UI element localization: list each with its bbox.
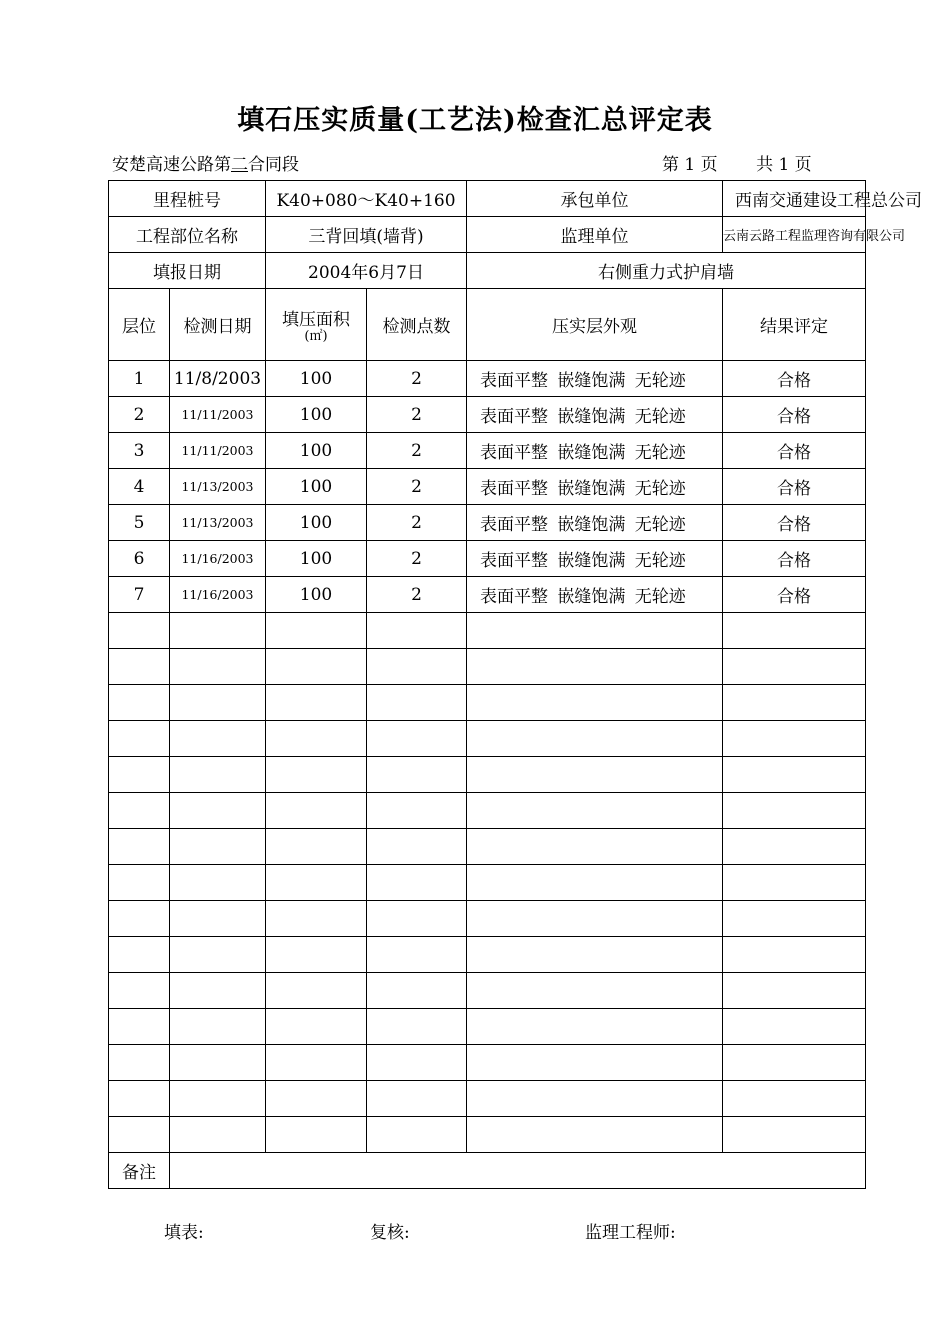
contract-section [112, 150, 299, 175]
cell-area: 100 [266, 361, 367, 397]
cell-area: 100 [266, 433, 367, 469]
empty-row [109, 865, 866, 901]
fill-date-label: 填报日期 [109, 253, 266, 289]
empty-cell [109, 1081, 170, 1117]
column-header-row [109, 289, 866, 361]
cell-appearance: 表面平整 嵌缝饱满 无轮迹 [467, 433, 723, 469]
empty-cell [109, 901, 170, 937]
empty-cell [266, 973, 367, 1009]
empty-row [109, 1117, 866, 1153]
cell-points: 2 [367, 541, 467, 577]
empty-cell [367, 1081, 467, 1117]
cell-area: 100 [266, 541, 367, 577]
table-row [109, 469, 866, 505]
cell-points: 2 [367, 361, 467, 397]
info-row-date [109, 253, 866, 289]
contract-suffix: 合同段 [248, 155, 299, 175]
empty-cell [170, 937, 266, 973]
cell-date: 11/13/2003 [170, 469, 266, 505]
cell-result: 合格 [723, 397, 866, 433]
empty-cell [367, 721, 467, 757]
empty-cell [723, 901, 866, 937]
empty-cell [723, 1009, 866, 1045]
empty-cell [467, 613, 723, 649]
header-points: 检测点数 [367, 289, 467, 361]
empty-cell [367, 1045, 467, 1081]
cell-result: 合格 [723, 361, 866, 397]
empty-row [109, 721, 866, 757]
cell-result: 合格 [723, 541, 866, 577]
empty-cell [723, 793, 866, 829]
table-row [109, 397, 866, 433]
part-label: 工程部位名称 [109, 217, 266, 253]
table-row [109, 577, 866, 613]
empty-cell [367, 793, 467, 829]
cell-date: 11/13/2003 [170, 505, 266, 541]
empty-cell [723, 685, 866, 721]
empty-cell [170, 685, 266, 721]
empty-cell [170, 757, 266, 793]
supervisor-value: 云南云路工程监理咨询有限公司 [723, 217, 866, 253]
empty-cell [467, 1117, 723, 1153]
empty-cell [367, 757, 467, 793]
cell-points: 2 [367, 469, 467, 505]
empty-cell [109, 685, 170, 721]
empty-cell [723, 757, 866, 793]
empty-cell [467, 757, 723, 793]
empty-cell [109, 1117, 170, 1153]
empty-cell [367, 1009, 467, 1045]
empty-cell [170, 901, 266, 937]
empty-cell [723, 1045, 866, 1081]
header-appearance: 压实层外观 [467, 289, 723, 361]
cell-points: 2 [367, 505, 467, 541]
empty-cell [109, 793, 170, 829]
empty-row [109, 613, 866, 649]
empty-cell [367, 649, 467, 685]
table-row [109, 361, 866, 397]
empty-cell [109, 1045, 170, 1081]
header-area-label: 填压面积 [282, 310, 350, 330]
empty-cell [109, 973, 170, 1009]
contractor-value: 西南交通建设工程总公司 [723, 181, 866, 217]
info-row-part [109, 217, 866, 253]
empty-cell [266, 721, 367, 757]
remarks-row [109, 1153, 866, 1189]
cell-area: 100 [266, 469, 367, 505]
page-counter [662, 150, 818, 175]
empty-cell [109, 829, 170, 865]
empty-cell [109, 865, 170, 901]
fill-date-value: 2004年6月7日 [266, 253, 467, 289]
cell-layer: 3 [109, 433, 170, 469]
empty-row [109, 937, 866, 973]
cell-layer: 1 [109, 361, 170, 397]
empty-cell [467, 1045, 723, 1081]
remarks-label: 备注 [109, 1153, 170, 1189]
cell-appearance: 表面平整 嵌缝饱满 无轮迹 [467, 361, 723, 397]
empty-cell [109, 937, 170, 973]
contractor-label: 承包单位 [467, 181, 723, 217]
empty-cell [723, 613, 866, 649]
empty-cell [170, 793, 266, 829]
empty-cell [109, 757, 170, 793]
cell-date: 11/16/2003 [170, 577, 266, 613]
contract-prefix: 安楚高速公路第 [112, 155, 231, 175]
empty-cell [467, 649, 723, 685]
empty-cell [170, 1117, 266, 1153]
empty-cell [266, 685, 367, 721]
empty-cell [367, 829, 467, 865]
empty-cell [367, 901, 467, 937]
cell-appearance: 表面平整 嵌缝饱满 无轮迹 [467, 577, 723, 613]
reviewed-by-label: 复核: [370, 1223, 410, 1243]
cell-appearance: 表面平整 嵌缝饱满 无轮迹 [467, 541, 723, 577]
cell-date: 11/11/2003 [170, 433, 266, 469]
empty-cell [367, 937, 467, 973]
empty-cell [367, 973, 467, 1009]
empty-cell [723, 937, 866, 973]
cell-result: 合格 [723, 433, 866, 469]
empty-cell [109, 721, 170, 757]
inspection-table [108, 180, 922, 1189]
empty-cell [723, 829, 866, 865]
cell-date: 11/11/2003 [170, 397, 266, 433]
empty-cell [266, 649, 367, 685]
empty-cell [266, 901, 367, 937]
empty-row [109, 757, 866, 793]
empty-cell [170, 865, 266, 901]
page-title: 填石压实质量(工艺法)检查汇总评定表 [237, 105, 713, 136]
empty-cell [467, 829, 723, 865]
location-note: 右侧重力式护肩墙 [467, 253, 866, 289]
cell-points: 2 [367, 397, 467, 433]
empty-cell [170, 721, 266, 757]
empty-row [109, 649, 866, 685]
table-row [109, 433, 866, 469]
empty-cell [467, 721, 723, 757]
cell-area: 100 [266, 577, 367, 613]
empty-cell [170, 973, 266, 1009]
empty-row [109, 1009, 866, 1045]
empty-cell [467, 937, 723, 973]
empty-cell [266, 937, 367, 973]
empty-cell [467, 865, 723, 901]
empty-cell [170, 613, 266, 649]
empty-cell [367, 685, 467, 721]
info-row-mileage [109, 181, 866, 217]
table-row [109, 505, 866, 541]
cell-date: 11/16/2003 [170, 541, 266, 577]
empty-cell [266, 829, 367, 865]
header-layer: 层位 [109, 289, 170, 361]
header-check-date: 检测日期 [170, 289, 266, 361]
cell-result: 合格 [723, 469, 866, 505]
empty-cell [266, 793, 367, 829]
empty-cell [723, 1081, 866, 1117]
empty-cell [266, 1081, 367, 1117]
empty-cell [467, 1081, 723, 1117]
empty-cell [266, 1009, 367, 1045]
part-value: 三背回填(墙背) [266, 217, 467, 253]
empty-cell [723, 649, 866, 685]
header-area-unit: (㎡) [304, 329, 328, 344]
empty-row [109, 973, 866, 1009]
cell-date: 11/8/2003 [170, 361, 266, 397]
empty-cell [109, 613, 170, 649]
remarks-content [170, 1153, 866, 1189]
empty-cell [266, 1045, 367, 1081]
page-number: 第 1 页 [662, 155, 718, 175]
empty-cell [109, 1009, 170, 1045]
empty-row [109, 1045, 866, 1081]
empty-cell [467, 1009, 723, 1045]
cell-appearance: 表面平整 嵌缝饱满 无轮迹 [467, 505, 723, 541]
empty-cell [723, 973, 866, 1009]
cell-appearance: 表面平整 嵌缝饱满 无轮迹 [467, 397, 723, 433]
cell-points: 2 [367, 577, 467, 613]
empty-cell [170, 1081, 266, 1117]
empty-cell [170, 649, 266, 685]
cell-area: 100 [266, 505, 367, 541]
empty-cell [367, 865, 467, 901]
header-result: 结果评定 [723, 289, 866, 361]
header-area [266, 289, 367, 361]
supervisor-label: 监理单位 [467, 217, 723, 253]
empty-cell [266, 865, 367, 901]
engineer-label: 监理工程师: [585, 1223, 676, 1243]
empty-cell [723, 721, 866, 757]
cell-points: 2 [367, 433, 467, 469]
cell-layer: 5 [109, 505, 170, 541]
table-row [109, 541, 866, 577]
empty-cell [170, 1009, 266, 1045]
mileage-value: K40+080～K40+160 [266, 181, 467, 217]
page-total: 共 1 页 [756, 155, 812, 175]
cell-area: 100 [266, 397, 367, 433]
empty-cell [109, 649, 170, 685]
filled-by-label: 填表: [164, 1223, 204, 1243]
empty-cell [367, 613, 467, 649]
empty-row [109, 1081, 866, 1117]
empty-cell [467, 973, 723, 1009]
empty-cell [367, 1117, 467, 1153]
empty-row [109, 901, 866, 937]
cell-result: 合格 [723, 577, 866, 613]
empty-cell [266, 613, 367, 649]
empty-cell [723, 865, 866, 901]
cell-layer: 2 [109, 397, 170, 433]
empty-cell [170, 1045, 266, 1081]
empty-row [109, 829, 866, 865]
empty-cell [723, 1117, 866, 1153]
empty-cell [467, 685, 723, 721]
empty-row [109, 793, 866, 829]
cell-layer: 4 [109, 469, 170, 505]
empty-cell [170, 829, 266, 865]
contract-section-number: 二 [231, 155, 248, 175]
cell-layer: 7 [109, 577, 170, 613]
empty-row [109, 685, 866, 721]
cell-appearance: 表面平整 嵌缝饱满 无轮迹 [467, 469, 723, 505]
cell-layer: 6 [109, 541, 170, 577]
mileage-label: 里程桩号 [109, 181, 266, 217]
cell-result: 合格 [723, 505, 866, 541]
empty-cell [266, 1117, 367, 1153]
empty-cell [467, 901, 723, 937]
empty-cell [266, 757, 367, 793]
empty-cell [467, 793, 723, 829]
